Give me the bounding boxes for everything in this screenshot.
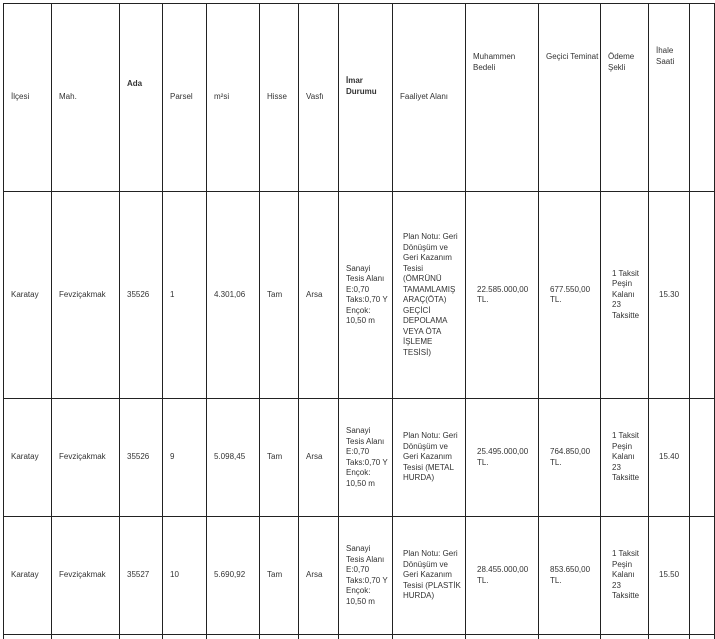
header-m2: m²si: [207, 4, 260, 192]
header-odeme: Ödeme Şekli: [601, 4, 649, 192]
cell-partial: [163, 635, 207, 639]
table-row: [4, 399, 715, 517]
cell-empty: [690, 399, 715, 517]
cell-saat: 15.40: [649, 399, 690, 517]
cell-partial: [260, 635, 299, 639]
cell-partial: [466, 635, 539, 639]
cell-partial: [4, 635, 52, 639]
header-ada: Ada: [120, 4, 163, 192]
cell-odeme: 1 Taksit Peşin Kalanı 23 Taksitte: [601, 192, 649, 399]
header-faaliyet: Faaliyet Alanı: [393, 4, 466, 192]
cell-faaliyet: Plan Notu: Geri Dönüşüm ve Geri Kazanım Tesisi (ÖMRÜNÜ TAMAMLAMIŞ ARAÇ(ÖTA) GEÇİCİ DEPOLAMA VEYA ÖTA İŞLEME TESİSİ): [393, 192, 466, 399]
cell-faaliyet: Plan Notu: Geri Dönüşüm ve Geri Kazanım Tesisi (METAL HURDA): [393, 399, 466, 517]
cell-imar: Sanayi Tesis Alanı E:0,70 Taks:0,70 Y Ençok: 10,50 m: [339, 192, 393, 399]
cell-m2: 5.690,92: [207, 517, 260, 635]
cell-teminat: 853.650,00 TL.: [539, 517, 601, 635]
header-parsel: Parsel: [163, 4, 207, 192]
header-ilce: İlçesi: [4, 4, 52, 192]
header-teminat: Geçici Teminat: [539, 4, 601, 192]
cell-saat: 15.50: [649, 517, 690, 635]
cell-partial: [339, 635, 393, 639]
table-row: [4, 517, 715, 635]
cell-empty: [690, 192, 715, 399]
cell-parsel: 9: [163, 399, 207, 517]
header-empty: [690, 4, 715, 192]
header-hisse: Hisse: [260, 4, 299, 192]
cell-imar: Sanayi Tesis Alanı E:0,70 Taks:0,70 Y Ençok: 10,50 m: [339, 517, 393, 635]
cell-partial: [649, 635, 690, 639]
cell-parsel: 10: [163, 517, 207, 635]
cell-odeme: 1 Taksit Peşin Kalanı 23 Taksitte: [601, 399, 649, 517]
cell-mah: Fevziçakmak: [52, 517, 120, 635]
cell-empty: [690, 517, 715, 635]
cell-partial: [690, 635, 715, 639]
cell-partial: [601, 635, 649, 639]
cell-m2: 4.301,06: [207, 192, 260, 399]
cell-parsel: 1: [163, 192, 207, 399]
cell-teminat: 764.850,00 TL.: [539, 399, 601, 517]
cell-muhammen: 22.585.000,00 TL.: [466, 192, 539, 399]
cell-m2: 5.098,45: [207, 399, 260, 517]
cell-partial: [120, 635, 163, 639]
cell-faaliyet: Plan Notu: Geri Dönüşüm ve Geri Kazanım Tesisi (PLASTİK HURDA): [393, 517, 466, 635]
cell-ilce: Karatay: [4, 192, 52, 399]
header-row: [4, 4, 715, 192]
cell-ilce: Karatay: [4, 517, 52, 635]
cell-mah: Fevziçakmak: [52, 399, 120, 517]
cell-partial: [299, 635, 339, 639]
cell-partial: [207, 635, 260, 639]
cell-ilce: Karatay: [4, 399, 52, 517]
header-mah: Mah.: [52, 4, 120, 192]
cell-hisse: Tam: [260, 192, 299, 399]
cell-vasfi: Arsa: [299, 399, 339, 517]
cell-hisse: Tam: [260, 517, 299, 635]
cell-odeme: 1 Taksit Peşin Kalanı 23 Taksitte: [601, 517, 649, 635]
cell-vasfi: Arsa: [299, 517, 339, 635]
cell-muhammen: 25.495.000,00 TL.: [466, 399, 539, 517]
cell-ada: 35526: [120, 192, 163, 399]
cell-teminat: 677.550,00 TL.: [539, 192, 601, 399]
cell-vasfi: Arsa: [299, 192, 339, 399]
cell-partial: [539, 635, 601, 639]
cell-ada: 35527: [120, 517, 163, 635]
header-muhammen: Muhammen Bedeli: [466, 4, 539, 192]
cell-hisse: Tam: [260, 399, 299, 517]
tender-table: [3, 3, 715, 639]
cell-muhammen: 28.455.000,00 TL.: [466, 517, 539, 635]
table-row-partial: [4, 635, 715, 639]
header-imar: İmar Durumu: [339, 4, 393, 192]
cell-saat: 15.30: [649, 192, 690, 399]
cell-mah: Fevziçakmak: [52, 192, 120, 399]
cell-partial: [52, 635, 120, 639]
cell-imar: Sanayi Tesis Alanı E:0,70 Taks:0,70 Y Ençok: 10,50 m: [339, 399, 393, 517]
table-row: [4, 192, 715, 399]
cell-ada: 35526: [120, 399, 163, 517]
header-saat: İhale Saati: [649, 4, 690, 192]
cell-partial: [393, 635, 466, 639]
header-vasfi: Vasfı: [299, 4, 339, 192]
